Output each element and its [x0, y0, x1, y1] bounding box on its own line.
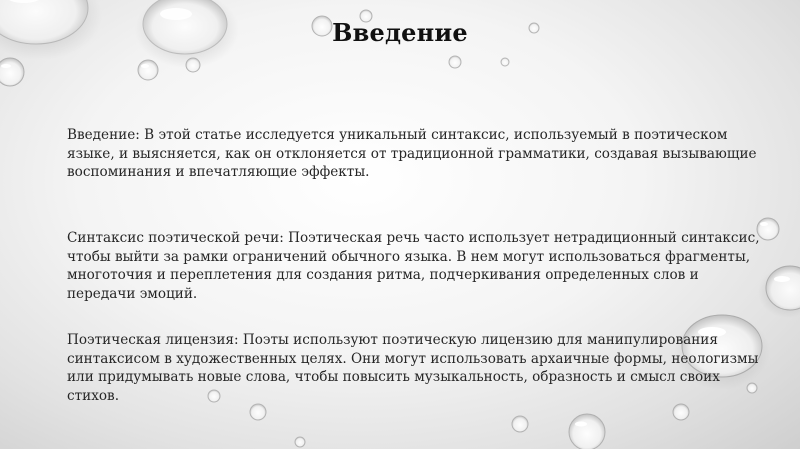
paragraph-license: Поэтическая лицензия: Поэты используют поэтическую лицензию для манипулирования синтаксисом в художественных целях. Они могут использовать архаичные формы, неологизмы или придумывать новые слова, чтобы повысить музыкальность, образность и смысл своих стихов.	[67, 332, 759, 404]
paragraph-introduction: Введение: В этой статье исследуется уникальный синтаксис, используемый в поэтическом языке, и выясняется, как он отклоняется от традиционной грамматики, создавая вызывающие воспоминания и впечатляющие эффекты.	[67, 127, 757, 180]
paragraph-syntax: Синтаксис поэтической речи: Поэтическая речь часто использует нетрадиционный синтаксис, чтобы выйти за рамки ограничений обычного языка. В нем могут использоваться фрагменты, многоточия и переплетения для создания ритма, подчеркивания определенных слов и передачи эмоций.	[67, 230, 760, 302]
droplet	[501, 58, 509, 66]
droplet	[0, 58, 24, 86]
droplet	[512, 416, 528, 432]
droplet	[138, 60, 158, 80]
droplet	[673, 404, 689, 420]
droplet	[250, 404, 266, 420]
droplet	[449, 56, 461, 68]
droplet	[569, 414, 605, 449]
droplet	[186, 58, 200, 72]
droplet	[295, 437, 305, 447]
slide-title: Введение	[332, 18, 468, 47]
